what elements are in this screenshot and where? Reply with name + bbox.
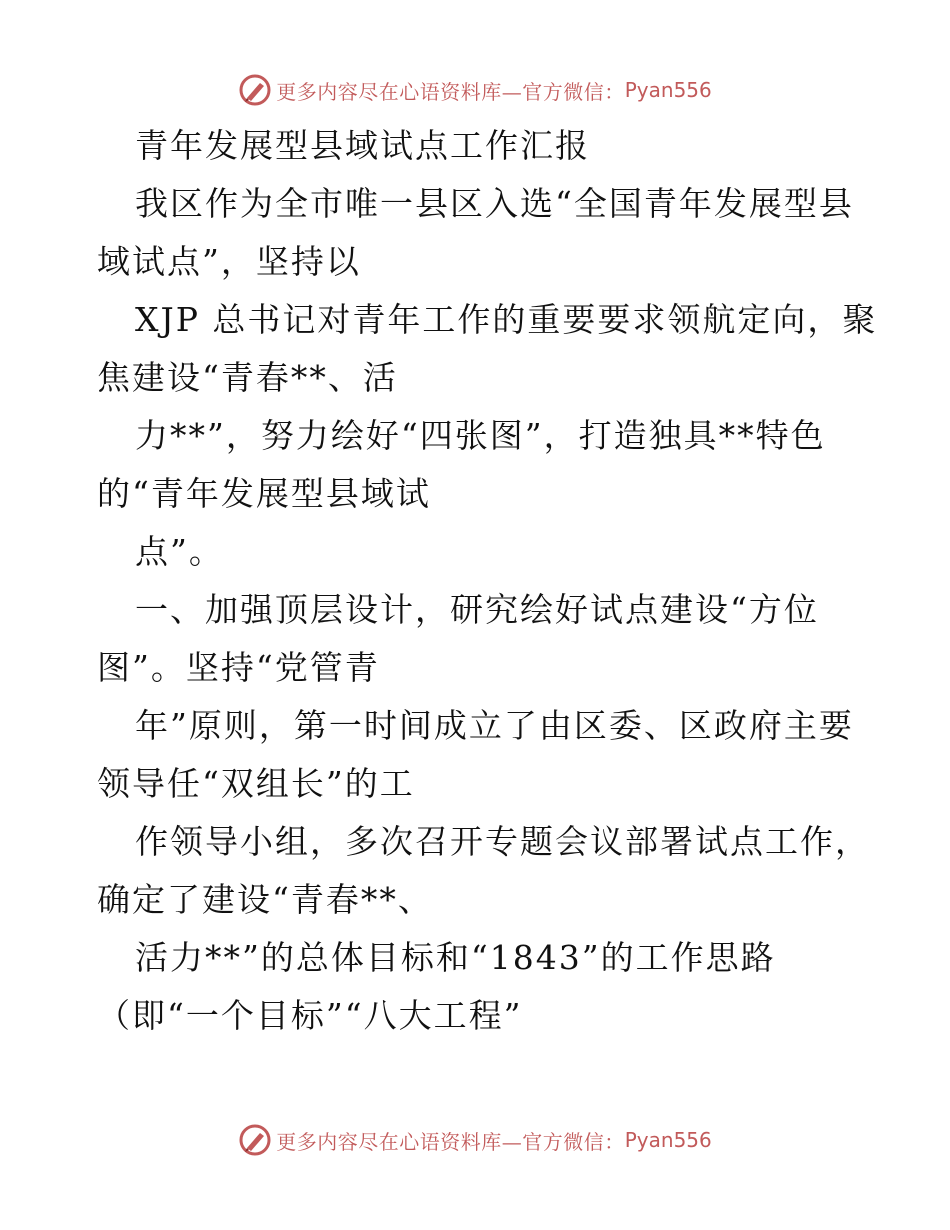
watermark-text: 更多内容尽在心语资料库—官方微信： bbox=[276, 79, 625, 104]
watermark-banner-bottom bbox=[0, 1120, 950, 1160]
paragraph-line: 作领导小组，多次召开专题会议部署试点工作， bbox=[135, 822, 870, 861]
watermark-handle: Pyan556 bbox=[624, 1128, 712, 1152]
paragraph-line: 年”原则，第一时间成立了由区委、区政府主要 bbox=[135, 706, 854, 745]
paragraph-line: 力**”，努力绘好“四张图”，打造独具**特色 bbox=[135, 416, 826, 455]
watermark-banner-top bbox=[0, 70, 950, 110]
paragraph-line: 领导任“双组长”的工 bbox=[97, 764, 415, 803]
pen-logo-icon bbox=[238, 73, 272, 107]
paragraph-line: 确定了建设“青春**、 bbox=[97, 880, 433, 919]
paragraph-line: 一、加强顶层设计，研究绘好试点建设“方位 bbox=[135, 590, 819, 629]
watermark-text: 更多内容尽在心语资料库—官方微信： bbox=[276, 1129, 625, 1154]
paragraph-line: 域试点”，坚持以 bbox=[97, 242, 361, 281]
document-title: 青年发展型县域试点工作汇报 bbox=[135, 126, 590, 165]
paragraph-line: XJP 总书记对青年工作的重要要求领航定向，聚 bbox=[135, 300, 878, 339]
paragraph-line: 焦建设“青春**、活 bbox=[97, 358, 398, 397]
paragraph-line: 活力**”的总体目标和“1843”的工作思路 bbox=[135, 938, 776, 977]
paragraph-line: 的“青年发展型县域试 bbox=[97, 474, 431, 513]
watermark-handle: Pyan556 bbox=[624, 78, 712, 102]
paragraph-line: 图”。坚持“党管青 bbox=[97, 648, 380, 687]
paragraph-line: 我区作为全市唯一县区入选“全国青年发展型县 bbox=[135, 184, 854, 223]
paragraph-line: 点”。 bbox=[135, 532, 224, 571]
pen-logo-icon bbox=[238, 1123, 272, 1157]
paragraph-line: （即“一个目标”“八大工程” bbox=[97, 996, 523, 1035]
